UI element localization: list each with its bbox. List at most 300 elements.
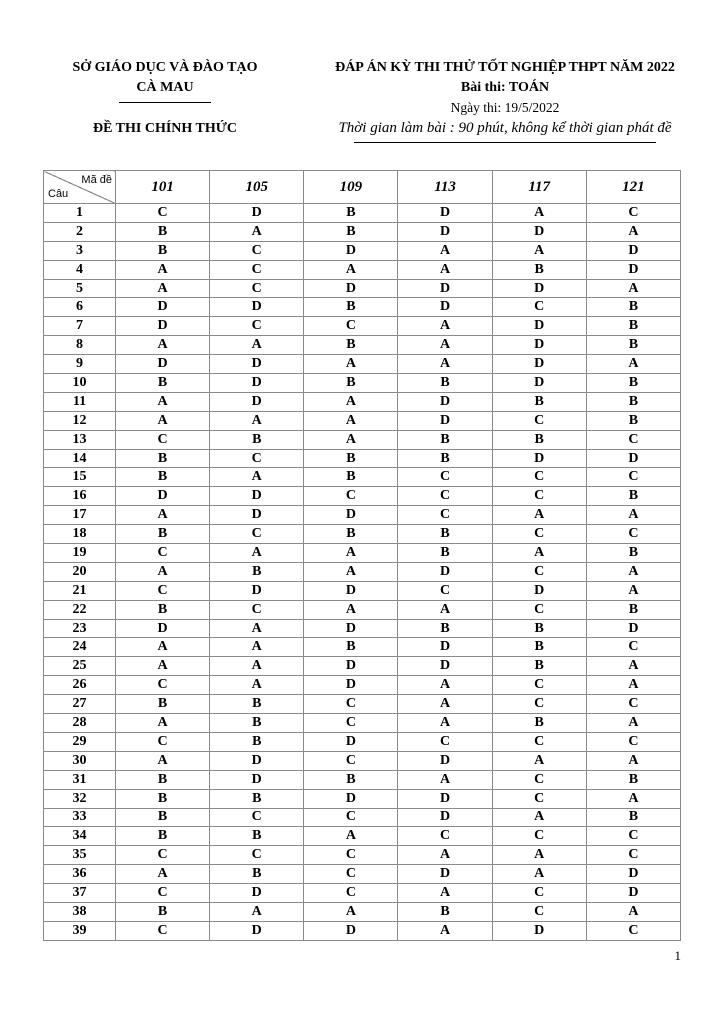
- question-number: 21: [44, 581, 116, 600]
- exam-code-header: 109: [304, 171, 398, 204]
- answer-cell: A: [116, 657, 210, 676]
- answer-cell: C: [116, 732, 210, 751]
- answer-cell: B: [492, 714, 586, 733]
- answer-cell: A: [304, 260, 398, 279]
- answer-cell: D: [304, 676, 398, 695]
- answer-cell: C: [116, 544, 210, 563]
- answer-cell: B: [586, 336, 680, 355]
- answer-cell: A: [210, 411, 304, 430]
- question-number: 10: [44, 374, 116, 393]
- question-number: 13: [44, 430, 116, 449]
- divider-left: [119, 102, 211, 103]
- table-row: [44, 411, 681, 430]
- answer-cell: B: [210, 714, 304, 733]
- table-row: [44, 468, 681, 487]
- answer-cell: A: [586, 222, 680, 241]
- answer-cell: D: [398, 638, 492, 657]
- answer-cell: D: [116, 355, 210, 374]
- table-row: [44, 846, 681, 865]
- question-number: 5: [44, 279, 116, 298]
- answer-cell: A: [116, 506, 210, 525]
- org-name: SỞ GIÁO DỤC VÀ ĐÀO TẠO: [72, 60, 258, 75]
- answer-cell: B: [210, 732, 304, 751]
- question-number: 22: [44, 600, 116, 619]
- question-number: 33: [44, 808, 116, 827]
- answer-cell: C: [210, 449, 304, 468]
- table-header-row: [44, 171, 681, 204]
- answer-cell: B: [210, 865, 304, 884]
- answer-cell: A: [398, 921, 492, 940]
- answer-cell: B: [116, 374, 210, 393]
- answer-cell: C: [586, 430, 680, 449]
- question-number: 11: [44, 392, 116, 411]
- answer-cell: B: [116, 827, 210, 846]
- answer-cell: A: [586, 506, 680, 525]
- answer-cell: C: [492, 298, 586, 317]
- question-number: 23: [44, 619, 116, 638]
- answer-cell: B: [586, 298, 680, 317]
- answer-cell: D: [492, 279, 586, 298]
- question-number: 19: [44, 544, 116, 563]
- answer-cell: A: [586, 789, 680, 808]
- answer-cell: C: [398, 468, 492, 487]
- answer-cell: B: [492, 392, 586, 411]
- answer-cell: D: [210, 751, 304, 770]
- table-row: [44, 392, 681, 411]
- answer-cell: C: [116, 204, 210, 223]
- answer-cell: C: [586, 921, 680, 940]
- page-number: 1: [674, 948, 681, 963]
- question-number: 31: [44, 770, 116, 789]
- answer-cell: C: [210, 525, 304, 544]
- answer-cell: A: [492, 751, 586, 770]
- answer-cell: A: [586, 902, 680, 921]
- answer-cell: D: [398, 204, 492, 223]
- answer-cell: A: [210, 638, 304, 657]
- answer-cell: A: [586, 581, 680, 600]
- question-number: 16: [44, 487, 116, 506]
- org-location: CÀ MAU: [136, 80, 194, 95]
- answer-cell: A: [304, 827, 398, 846]
- question-number: 25: [44, 657, 116, 676]
- answer-cell: C: [398, 732, 492, 751]
- answer-cell: D: [492, 222, 586, 241]
- answer-cell: A: [116, 751, 210, 770]
- answer-cell: C: [492, 695, 586, 714]
- header-right: [305, 58, 705, 143]
- answer-cell: B: [586, 808, 680, 827]
- question-number: 36: [44, 865, 116, 884]
- answer-cell: D: [586, 260, 680, 279]
- table-row: [44, 430, 681, 449]
- answer-cell: A: [586, 279, 680, 298]
- answer-cell: B: [210, 695, 304, 714]
- answer-cell: D: [304, 241, 398, 260]
- table-row: [44, 827, 681, 846]
- exam-code-header: 101: [116, 171, 210, 204]
- answer-cell: D: [304, 921, 398, 940]
- question-number: 2: [44, 222, 116, 241]
- answer-cell: D: [492, 336, 586, 355]
- answer-cell: D: [586, 884, 680, 903]
- answer-cell: C: [210, 808, 304, 827]
- answer-cell: A: [116, 562, 210, 581]
- answer-cell: A: [398, 676, 492, 695]
- answer-cell: B: [492, 260, 586, 279]
- table-row: [44, 714, 681, 733]
- answer-cell: C: [492, 789, 586, 808]
- answer-cell: A: [210, 657, 304, 676]
- table-row: [44, 676, 681, 695]
- answer-cell: C: [304, 487, 398, 506]
- answer-cell: B: [492, 638, 586, 657]
- table-row: [44, 336, 681, 355]
- answer-cell: C: [492, 884, 586, 903]
- question-number: 17: [44, 506, 116, 525]
- answer-cell: C: [492, 468, 586, 487]
- table-row: [44, 204, 681, 223]
- answer-cell: B: [116, 449, 210, 468]
- answer-cell: D: [398, 751, 492, 770]
- answer-cell: A: [210, 222, 304, 241]
- answer-cell: D: [586, 619, 680, 638]
- answer-cell: D: [116, 317, 210, 336]
- table-row: [44, 751, 681, 770]
- question-number: 1: [44, 204, 116, 223]
- answer-cell: A: [586, 676, 680, 695]
- answer-cell: A: [304, 411, 398, 430]
- answer-cell: B: [304, 298, 398, 317]
- question-number: 14: [44, 449, 116, 468]
- answer-cell: C: [492, 676, 586, 695]
- question-number: 39: [44, 921, 116, 940]
- answer-cell: B: [586, 770, 680, 789]
- answer-cell: B: [398, 449, 492, 468]
- table-row: [44, 525, 681, 544]
- answer-cell: B: [304, 374, 398, 393]
- table-row: [44, 374, 681, 393]
- table-row: [44, 732, 681, 751]
- exam-code-label: Mã đề: [81, 174, 112, 186]
- answer-cell: C: [586, 525, 680, 544]
- answer-cell: A: [116, 411, 210, 430]
- answer-cell: A: [398, 714, 492, 733]
- answer-cell: D: [210, 884, 304, 903]
- exam-code-header: 113: [398, 171, 492, 204]
- question-number: 6: [44, 298, 116, 317]
- answer-cell: A: [304, 355, 398, 374]
- answer-cell: D: [210, 298, 304, 317]
- answer-cell: C: [210, 846, 304, 865]
- answer-cell: A: [210, 619, 304, 638]
- question-number: 3: [44, 241, 116, 260]
- answer-cell: C: [304, 317, 398, 336]
- table-row: [44, 298, 681, 317]
- answer-cell: D: [398, 222, 492, 241]
- answer-cell: B: [586, 600, 680, 619]
- exam-code-header: 121: [586, 171, 680, 204]
- table-row: [44, 260, 681, 279]
- table-row: [44, 884, 681, 903]
- answer-cell: D: [586, 241, 680, 260]
- question-number: 7: [44, 317, 116, 336]
- answer-cell: D: [398, 865, 492, 884]
- answer-cell: D: [492, 449, 586, 468]
- question-number: 20: [44, 562, 116, 581]
- answer-cell: A: [492, 204, 586, 223]
- answer-cell: C: [398, 506, 492, 525]
- exam-date: Ngày thi: 19/5/2022: [450, 100, 560, 115]
- answer-cell: A: [210, 902, 304, 921]
- answer-cell: B: [398, 902, 492, 921]
- answer-cell: B: [116, 600, 210, 619]
- answer-table: [43, 170, 681, 941]
- answer-cell: A: [398, 695, 492, 714]
- exam-code-header: 117: [492, 171, 586, 204]
- answer-cell: C: [116, 846, 210, 865]
- answer-cell: D: [304, 789, 398, 808]
- table-row: [44, 619, 681, 638]
- question-number: 30: [44, 751, 116, 770]
- answer-cell: A: [398, 241, 492, 260]
- answer-cell: C: [586, 732, 680, 751]
- answer-cell: D: [210, 770, 304, 789]
- answer-cell: B: [210, 430, 304, 449]
- answer-cell: D: [304, 279, 398, 298]
- answer-cell: C: [210, 600, 304, 619]
- answer-cell: D: [492, 355, 586, 374]
- exam-subject: Bài thi: TOÁN: [460, 80, 550, 95]
- answer-cell: A: [492, 241, 586, 260]
- answer-cell: D: [398, 789, 492, 808]
- table-row: [44, 581, 681, 600]
- answer-cell: A: [304, 600, 398, 619]
- answer-cell: D: [210, 487, 304, 506]
- answer-cell: C: [210, 279, 304, 298]
- answer-cell: A: [398, 355, 492, 374]
- table-row: [44, 770, 681, 789]
- answer-cell: A: [116, 260, 210, 279]
- answer-cell: C: [304, 808, 398, 827]
- answer-cell: C: [586, 204, 680, 223]
- answer-cell: B: [304, 222, 398, 241]
- answer-cell: A: [398, 770, 492, 789]
- answer-cell: B: [492, 430, 586, 449]
- answer-cell: C: [492, 770, 586, 789]
- answer-cell: D: [492, 581, 586, 600]
- answer-cell: C: [304, 695, 398, 714]
- answer-cell: B: [304, 525, 398, 544]
- corner-cell: [44, 171, 116, 204]
- table-row: [44, 449, 681, 468]
- answer-cell: A: [116, 392, 210, 411]
- answer-cell: A: [210, 676, 304, 695]
- table-row: [44, 487, 681, 506]
- answer-cell: D: [398, 808, 492, 827]
- answer-cell: A: [210, 544, 304, 563]
- answer-cell: A: [398, 260, 492, 279]
- answer-cell: A: [116, 865, 210, 884]
- answer-cell: D: [398, 298, 492, 317]
- answer-cell: B: [304, 336, 398, 355]
- question-number: 29: [44, 732, 116, 751]
- answer-cell: B: [398, 525, 492, 544]
- question-number: 37: [44, 884, 116, 903]
- answer-cell: B: [492, 657, 586, 676]
- answer-cell: B: [398, 430, 492, 449]
- answer-cell: A: [210, 468, 304, 487]
- table-row: [44, 355, 681, 374]
- table-row: [44, 789, 681, 808]
- answer-cell: A: [304, 544, 398, 563]
- table-row: [44, 279, 681, 298]
- answer-cell: B: [304, 638, 398, 657]
- answer-cell: A: [492, 865, 586, 884]
- answer-cell: A: [492, 506, 586, 525]
- answer-cell: D: [492, 374, 586, 393]
- answer-cell: D: [210, 355, 304, 374]
- answer-cell: A: [492, 846, 586, 865]
- answer-cell: A: [398, 317, 492, 336]
- answer-cell: D: [398, 657, 492, 676]
- answer-cell: C: [116, 581, 210, 600]
- answer-cell: C: [398, 581, 492, 600]
- table-row: [44, 902, 681, 921]
- answer-cell: D: [586, 449, 680, 468]
- answer-cell: C: [304, 714, 398, 733]
- answer-cell: B: [116, 808, 210, 827]
- answer-cell: B: [586, 544, 680, 563]
- answer-cell: C: [492, 411, 586, 430]
- table-row: [44, 695, 681, 714]
- question-number: 9: [44, 355, 116, 374]
- answer-cell: A: [304, 392, 398, 411]
- table-row: [44, 865, 681, 884]
- answer-cell: C: [210, 260, 304, 279]
- answer-cell: C: [586, 638, 680, 657]
- answer-cell: A: [116, 279, 210, 298]
- question-number: 8: [44, 336, 116, 355]
- answer-cell: B: [116, 525, 210, 544]
- answer-cell: B: [116, 222, 210, 241]
- answer-cell: C: [116, 921, 210, 940]
- question-number: 27: [44, 695, 116, 714]
- answer-cell: A: [116, 336, 210, 355]
- answer-cell: D: [586, 865, 680, 884]
- answer-cell: D: [210, 204, 304, 223]
- header-left: [40, 58, 290, 139]
- table-row: [44, 241, 681, 260]
- answer-cell: B: [586, 392, 680, 411]
- answer-cell: C: [586, 695, 680, 714]
- answer-cell: C: [210, 317, 304, 336]
- answer-cell: D: [116, 487, 210, 506]
- answer-cell: B: [116, 468, 210, 487]
- exam-type: ĐỀ THI CHÍNH THỨC: [92, 121, 238, 136]
- answer-cell: B: [304, 770, 398, 789]
- question-number: 26: [44, 676, 116, 695]
- answer-cell: A: [398, 600, 492, 619]
- answer-cell: B: [398, 374, 492, 393]
- question-number: 18: [44, 525, 116, 544]
- answer-cell: A: [304, 430, 398, 449]
- answer-cell: A: [398, 884, 492, 903]
- answer-cell: C: [304, 884, 398, 903]
- answer-cell: A: [586, 751, 680, 770]
- answer-cell: C: [492, 600, 586, 619]
- answer-cell: D: [210, 506, 304, 525]
- answer-cell: D: [398, 562, 492, 581]
- question-number: 15: [44, 468, 116, 487]
- table-row: [44, 638, 681, 657]
- answer-cell: C: [398, 827, 492, 846]
- question-number: 35: [44, 846, 116, 865]
- answer-cell: A: [304, 902, 398, 921]
- answer-cell: D: [304, 732, 398, 751]
- answer-cell: C: [492, 827, 586, 846]
- answer-cell: C: [492, 525, 586, 544]
- answer-cell: C: [116, 884, 210, 903]
- question-number: 28: [44, 714, 116, 733]
- answer-cell: D: [398, 392, 492, 411]
- question-label: Câu: [48, 188, 69, 200]
- table-row: [44, 317, 681, 336]
- question-number: 24: [44, 638, 116, 657]
- exam-duration: Thời gian làm bài : 90 phút, không kể thời gian phát đề: [338, 120, 672, 136]
- question-number: 4: [44, 260, 116, 279]
- answer-cell: C: [210, 241, 304, 260]
- answer-cell: A: [586, 657, 680, 676]
- answer-cell: B: [210, 562, 304, 581]
- answer-cell: D: [398, 279, 492, 298]
- table-row: [44, 921, 681, 940]
- answer-cell: A: [116, 638, 210, 657]
- question-number: 32: [44, 789, 116, 808]
- answer-cell: A: [586, 562, 680, 581]
- question-number: 12: [44, 411, 116, 430]
- answer-cell: C: [492, 902, 586, 921]
- answer-cell: B: [116, 902, 210, 921]
- answer-rows: [44, 204, 681, 941]
- question-number: 34: [44, 827, 116, 846]
- answer-cell: C: [304, 751, 398, 770]
- answer-cell: D: [210, 581, 304, 600]
- answer-cell: C: [304, 865, 398, 884]
- answer-cell: B: [116, 241, 210, 260]
- answer-cell: C: [304, 846, 398, 865]
- answer-cell: D: [304, 506, 398, 525]
- answer-cell: C: [116, 676, 210, 695]
- answer-cell: B: [398, 544, 492, 563]
- table-row: [44, 562, 681, 581]
- answer-cell: C: [492, 487, 586, 506]
- answer-cell: D: [304, 657, 398, 676]
- table-row: [44, 808, 681, 827]
- answer-cell: A: [116, 714, 210, 733]
- answer-cell: B: [116, 695, 210, 714]
- answer-cell: A: [398, 846, 492, 865]
- answer-cell: D: [210, 921, 304, 940]
- answer-cell: B: [586, 411, 680, 430]
- answer-cell: D: [304, 581, 398, 600]
- answer-cell: D: [492, 921, 586, 940]
- answer-cell: C: [398, 487, 492, 506]
- answer-cell: D: [210, 392, 304, 411]
- table-row: [44, 506, 681, 525]
- answer-cell: A: [398, 336, 492, 355]
- exam-code-header: 105: [210, 171, 304, 204]
- answer-cell: C: [492, 562, 586, 581]
